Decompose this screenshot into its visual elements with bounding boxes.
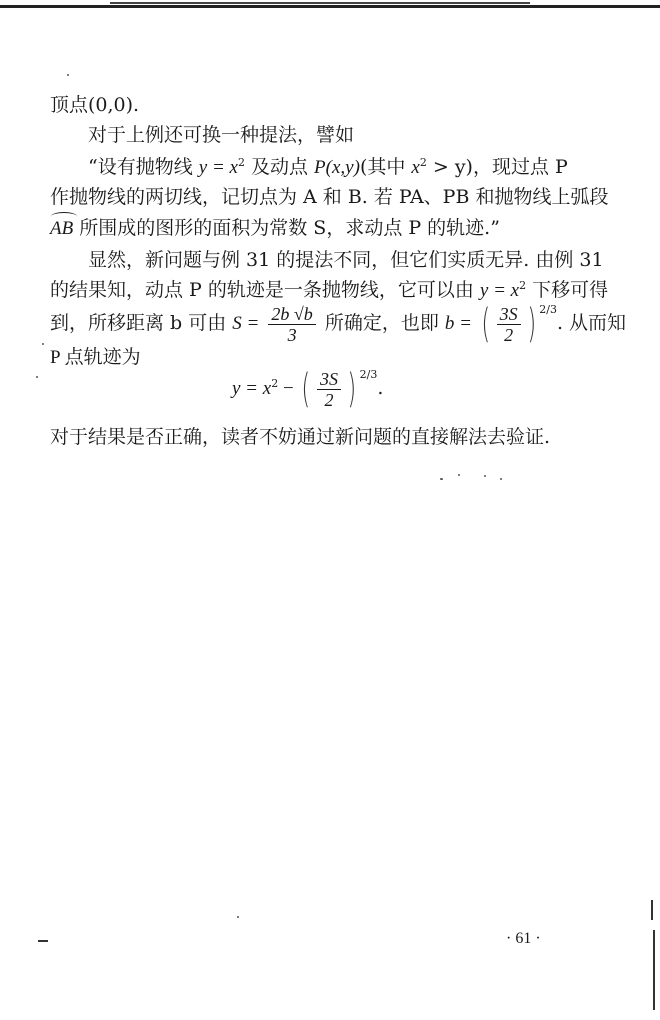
header-rule — [0, 5, 660, 8]
exponent-2-3: 2/3 — [539, 303, 557, 316]
fraction-3s-2 — [497, 304, 521, 345]
ineq-x: x — [411, 157, 420, 178]
eq-b: b = — [444, 313, 472, 334]
display-minus: − — [278, 378, 299, 399]
left-paren: ( — [481, 301, 491, 347]
scan-speck — [42, 343, 44, 345]
quote-part-c: (其中 — [359, 156, 412, 178]
para2-line-3 — [50, 301, 627, 347]
scan-speck — [67, 74, 69, 76]
quote-line3-text: 所围成的图形的面积为常数 S，求动点 P 的轨迹.” — [73, 217, 500, 239]
exp-2: 2 — [237, 156, 245, 169]
page-number: · 61 · — [506, 930, 541, 947]
header-rule-upper — [110, 2, 530, 4]
display-numerator: 3S — [317, 369, 341, 390]
display-right-paren: ) — [347, 366, 357, 412]
quote-ineq-b: > y)，现过点 P — [426, 156, 568, 178]
quote-part-b: 及动点 — [244, 156, 315, 178]
para2-line-2 — [50, 279, 610, 302]
display-denominator: 2 — [324, 389, 334, 410]
fraction-2b-sqrt-b — [268, 304, 315, 345]
fraction2-numerator: 3S — [497, 304, 521, 325]
conclusion-line — [50, 426, 610, 448]
fraction-numerator: 2b √b — [268, 304, 315, 325]
alternative-text: 对于上例还可换一种提法，譬如 — [88, 124, 355, 146]
para2-l4: P 点轨迹为 — [50, 347, 141, 368]
scan-speck — [36, 376, 38, 378]
quote-line2-text: 作抛物线的两切线，记切点为 A 和 B. 若 PA、PB 和抛物线上弧段 — [50, 186, 609, 208]
quote-line-2 — [50, 186, 610, 208]
text-line-alternative — [88, 124, 610, 146]
quote-line-3 — [50, 217, 610, 240]
display-equation — [232, 364, 492, 413]
para2-l2a: 的结果知，动点 P 的轨迹是一条抛物线，它可以由 — [50, 279, 480, 301]
display-end: . — [377, 377, 384, 399]
conclusion-text: 对于结果是否正确，读者不妨通过新问题的直接解法去验证. — [50, 426, 551, 448]
para2-eq: y = x — [479, 280, 520, 301]
quote-part-a: “设有抛物线 — [88, 156, 199, 178]
exp-2b: 2 — [419, 156, 427, 169]
scan-speck — [458, 474, 460, 476]
scan-edge-mark — [651, 900, 653, 920]
display-exponent: 2/3 — [359, 368, 378, 381]
scan-speck — [237, 916, 239, 918]
exp-2c: 2 — [519, 279, 527, 292]
display-fraction — [317, 369, 341, 410]
vertex-text: 顶点(0,0). — [50, 94, 140, 116]
quote-line-1 — [88, 156, 610, 179]
right-paren: ) — [527, 301, 536, 347]
fraction2-denominator: 2 — [504, 324, 514, 345]
scan-mark — [38, 940, 48, 942]
scan-edge-mark — [653, 930, 655, 1010]
para2-l3b: 所确定，也即 — [318, 312, 445, 334]
scan-speck — [500, 478, 502, 480]
para2-l3c: . 从而知 — [556, 312, 627, 334]
para2-l1: 显然，新问题与例 31 的提法不同，但它们实质无异. 由例 31 — [88, 249, 604, 271]
scan-speck — [484, 475, 486, 477]
para2-l3a: 到，所移距离 b 可由 — [50, 312, 233, 334]
display-lhs: y = x — [232, 378, 272, 399]
exp-2d: 2 — [271, 377, 279, 390]
para2-l2b: 下移可得 — [526, 279, 609, 301]
display-left-paren: ( — [301, 366, 311, 412]
point-p: P(x,y) — [314, 157, 360, 178]
text-line-vertex — [50, 94, 610, 116]
scan-speck — [440, 478, 443, 480]
para2-line-1 — [88, 249, 610, 271]
eq-s: S = — [232, 313, 260, 334]
fraction-denominator: 3 — [287, 324, 297, 345]
eq-parabola: y = x — [198, 157, 238, 178]
arc-ab: AB — [50, 218, 74, 239]
